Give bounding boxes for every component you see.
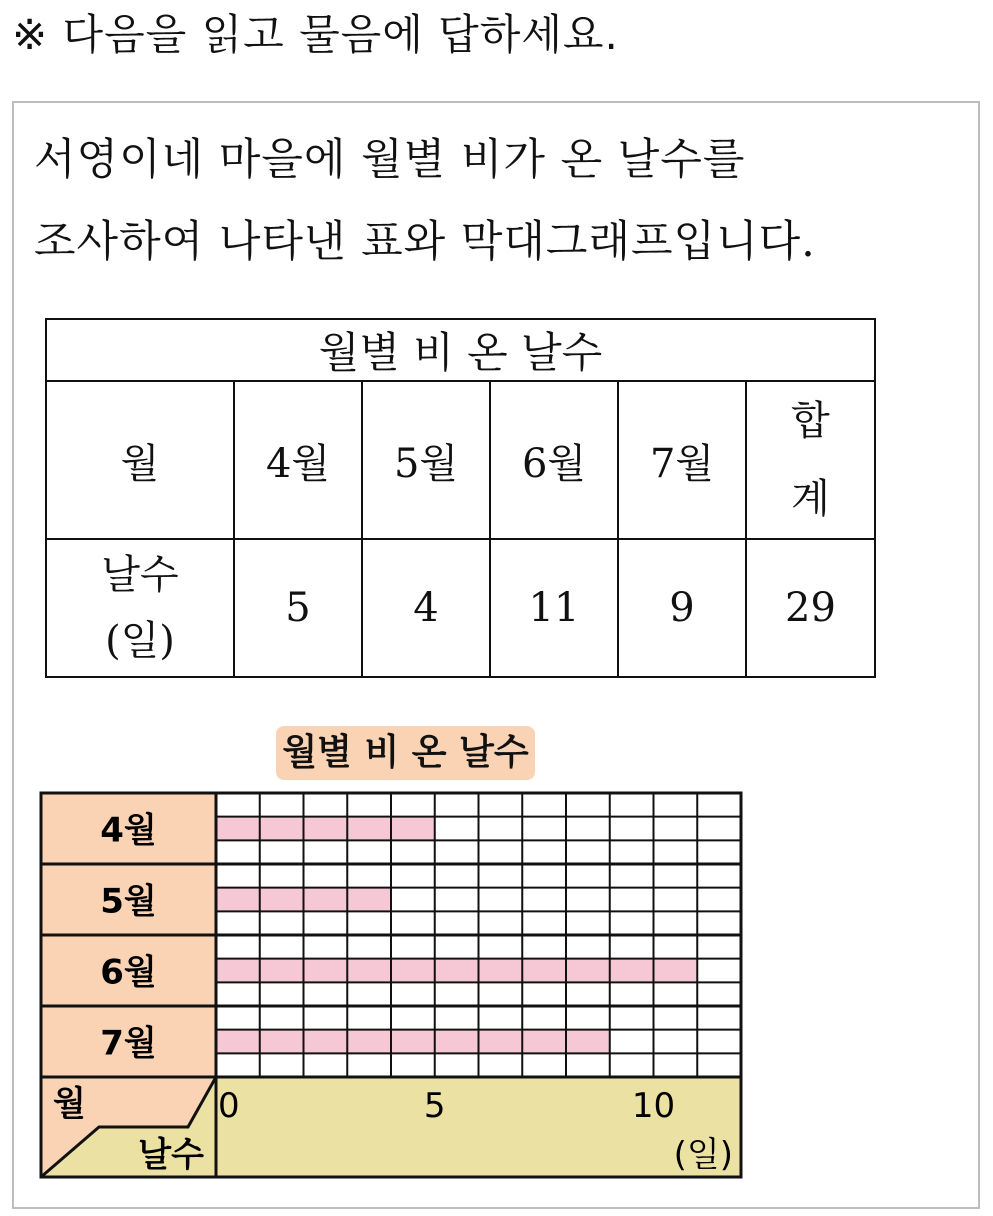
category-label-6월: 6월 [100, 952, 157, 993]
row-header-month: 월 [46, 381, 234, 539]
days-cell-total: 29 [746, 539, 875, 677]
corner-label-days: 날수 [138, 1135, 204, 1175]
bar-7월 [216, 1030, 610, 1054]
intro-line-2: 조사하여 나타낸 표와 막대그래프입니다. [34, 217, 816, 267]
table-title: 월별 비 온 날수 [46, 319, 875, 381]
x-tick-label: 5 [423, 1086, 446, 1126]
instruction-text: ※ 다음을 읽고 물음에 답하세요. [12, 10, 619, 59]
month-cell-jun: 6월 [490, 381, 618, 539]
month-cell-may: 5월 [362, 381, 490, 539]
bar-6월 [216, 959, 697, 983]
total-label-2: 계 [791, 476, 830, 522]
category-label-4월: 4월 [100, 810, 157, 851]
chart-title: 월별 비 온 날수 [276, 726, 535, 780]
month-cell-jul: 7월 [618, 381, 746, 539]
total-label-1: 합 [791, 398, 830, 444]
x-tick-label: 10 [631, 1086, 676, 1126]
x-unit-label: (일) [673, 1135, 733, 1175]
month-cell-apr: 4월 [234, 381, 362, 539]
corner-label-month: 월 [53, 1084, 86, 1124]
bar-4월 [216, 817, 435, 841]
category-label-7월: 7월 [100, 1023, 157, 1064]
days-label-1: 날수 [101, 552, 179, 598]
days-cell-may: 4 [362, 539, 490, 677]
x-tick-label: 0 [218, 1086, 240, 1126]
category-label-5월: 5월 [100, 881, 157, 922]
days-label-2: (일) [105, 618, 175, 664]
intro-line-1: 서영이네 마을에 월별 비가 온 날수를 [34, 135, 746, 185]
days-cell-jun: 11 [490, 539, 618, 677]
days-cell-jul: 9 [618, 539, 746, 677]
days-cell-apr: 5 [234, 539, 362, 677]
